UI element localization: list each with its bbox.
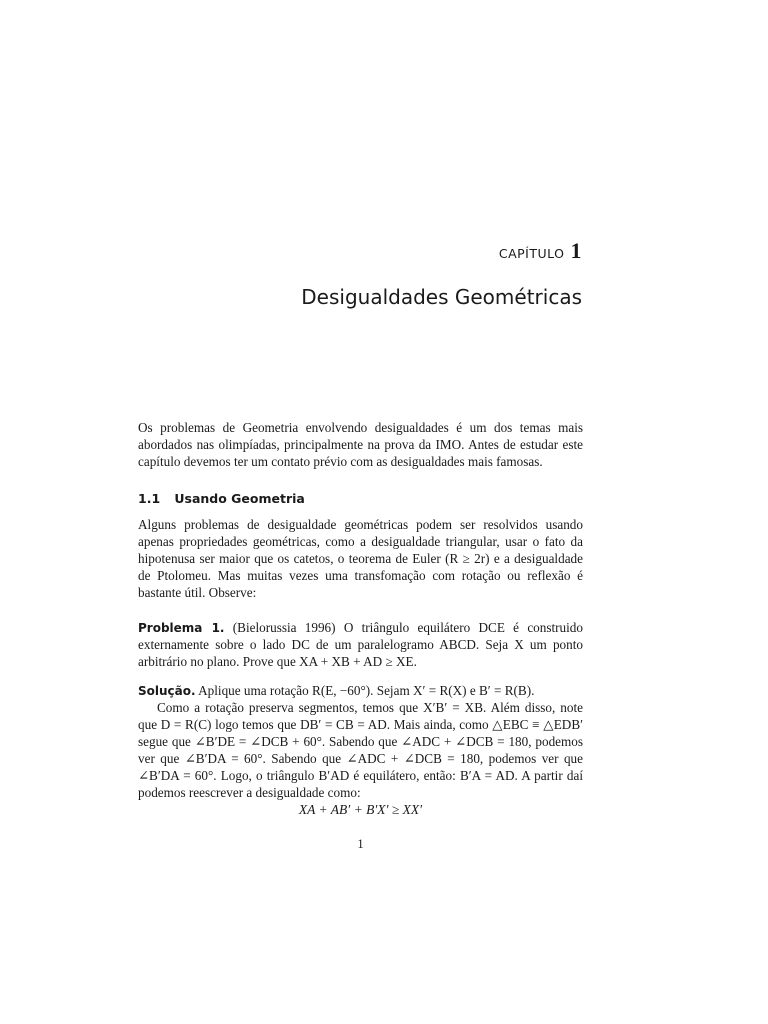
solution-paragraph: Como a rotação preserva segmentos, temos que X′B′ = XB. Além disso, note que D = R(C) logo temos que DB′ = CB = AD. Mais ainda, como △EBC ≡ △EDB′ segue que ∠B′DE = ∠DCB + 60°. Sabendo que ∠ADC + ∠DCB = 180, podemos ver que ∠B′DA = 60°. Sabendo que ∠ADC + ∠DCB = 180, podemos ver que ∠B′DA = 60°. Logo, o triângulo B′AD é equilátero, então: B′A = AD. A partir daí podemos reescrever a desigualdade como: xyxy=(138,700,583,800)
section-paragraph: Alguns problemas de desigualdade geométricas podem ser resolvidos usando apenas propriedades geométricas, como a desigualdade triangular, usar o fato da hipotenusa ser maior que os catetos, o teorema de Euler (R ≥ 2r) e a desigualdade de Ptolomeu. Mas muitas vezes uma transfomação com rotação ou reflexão é bastante útil. Observe: xyxy=(138,517,583,600)
intro-paragraph: Os problemas de Geometria envolvendo desigualdades é um dos temas mais abordados nas olimpíadas, principalmente na prova da IMO. Antes de estudar este capítulo devemos ter um contato prévio com as desigualdades mais famosas. xyxy=(138,420,583,469)
section-heading xyxy=(138,491,305,506)
solution-first-text: Aplique uma rotação R(E, −60°). Sejam X′ = R(X) e B′ = R(B). xyxy=(198,683,535,698)
chapter-label xyxy=(499,238,582,264)
solution-label: Solução. xyxy=(138,684,196,698)
chapter-title: Desigualdades Geométricas xyxy=(301,285,582,309)
problem-paragraph xyxy=(138,620,583,671)
problem-label: Problema 1. xyxy=(138,621,225,635)
chapter-label-text: CAPÍTULO xyxy=(498,246,565,261)
solution-first-line xyxy=(138,683,583,700)
section-title: Usando Geometria xyxy=(174,491,305,506)
solution-equation: XA + AB′ + B′X′ ≥ XX′ xyxy=(298,802,423,817)
problem-text: (Bielorussia 1996) O triângulo equilátero DCE é construido externamente sobre o lado DC de um paralelogramo ABCD. Seja X um ponto arbitrário no plano. Prove que XA + XB + AD ≥ XE. xyxy=(138,620,583,669)
page-number: 1 xyxy=(357,837,364,851)
chapter-number: 1 xyxy=(570,238,582,263)
section-number: 1.1 xyxy=(138,491,161,506)
